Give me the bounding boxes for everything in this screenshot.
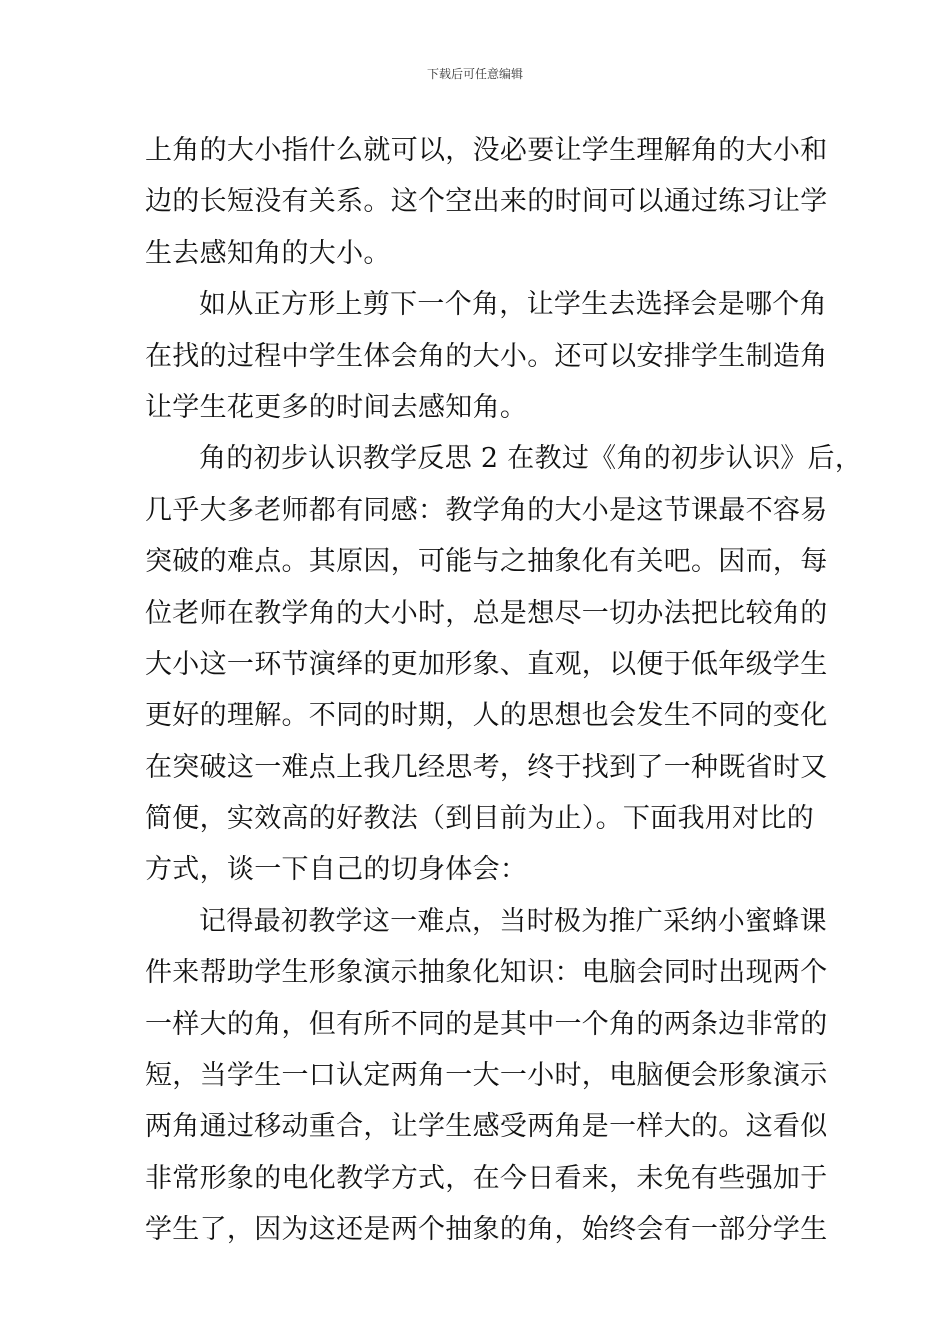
- paragraph-first-line: 角的初步认识教学反思 2 在教过《角的初步认识》后，: [199, 443, 863, 475]
- text-line: 位老师在教学角的大小时，总是想尽一切办法把比较角的: [145, 597, 828, 629]
- text-line: 突破的难点。其原因，可能与之抽象化有关吧。因而，每: [145, 546, 828, 578]
- text-line: 在突破这一难点上我几经思考，终于找到了一种既省时又: [145, 751, 828, 783]
- document-body: [145, 128, 863, 1259]
- text-line: 大小这一环节演绎的更加形象、直观，以便于低年级学生: [145, 648, 828, 680]
- text-line: 上角的大小指什么就可以，没必要让学生理解角的大小和: [145, 135, 828, 166]
- text-line: 更好的理解。不同的时期，人的思想也会发生不同的变化: [145, 700, 828, 732]
- text-line: 两角通过移动重合，让学生感受两角是一样大的。这看似: [145, 1111, 828, 1143]
- text-line: 非常形象的电化教学方式，在今日看来，未免有些强加于: [145, 1162, 828, 1194]
- text-line: 一样大的角，但有所不同的是其中一个角的两条边非常的: [145, 1008, 828, 1040]
- page-header: 下载后可任意编辑: [426, 67, 523, 81]
- text-line: 边的长短没有关系。这个空出来的时间可以通过练习让学: [145, 186, 828, 218]
- text-line: 生去感知角的大小。: [145, 237, 391, 269]
- paragraph-first-line: 如从正方形上剪下一个角，让学生去选择会是哪个角: [199, 289, 827, 321]
- text-line: 件来帮助学生形象演示抽象化知识：电脑会同时出现两个: [145, 957, 828, 989]
- text-line: 几乎大多老师都有同感：教学角的大小是这节课最不容易: [145, 494, 828, 526]
- text-line: 简便，实效高的好教法（到目前为止）。下面我用对比的: [145, 803, 814, 835]
- text-line: 方式，谈一下自己的切身体会：: [145, 854, 528, 886]
- paragraph-first-line: 记得最初教学这一难点，当时极为推广采纳小蜜蜂课: [199, 905, 827, 937]
- text-line: 让学生花更多的时间去感知角。: [145, 391, 528, 423]
- text-line: 学生了，因为这还是两个抽象的角，始终会有一部分学生: [145, 1214, 828, 1246]
- text-line: 在找的过程中学生体会角的大小。还可以安排学生制造角: [145, 340, 828, 372]
- text-line: 短，当学生一口认定两角一大一小时，电脑便会形象演示: [145, 1060, 828, 1092]
